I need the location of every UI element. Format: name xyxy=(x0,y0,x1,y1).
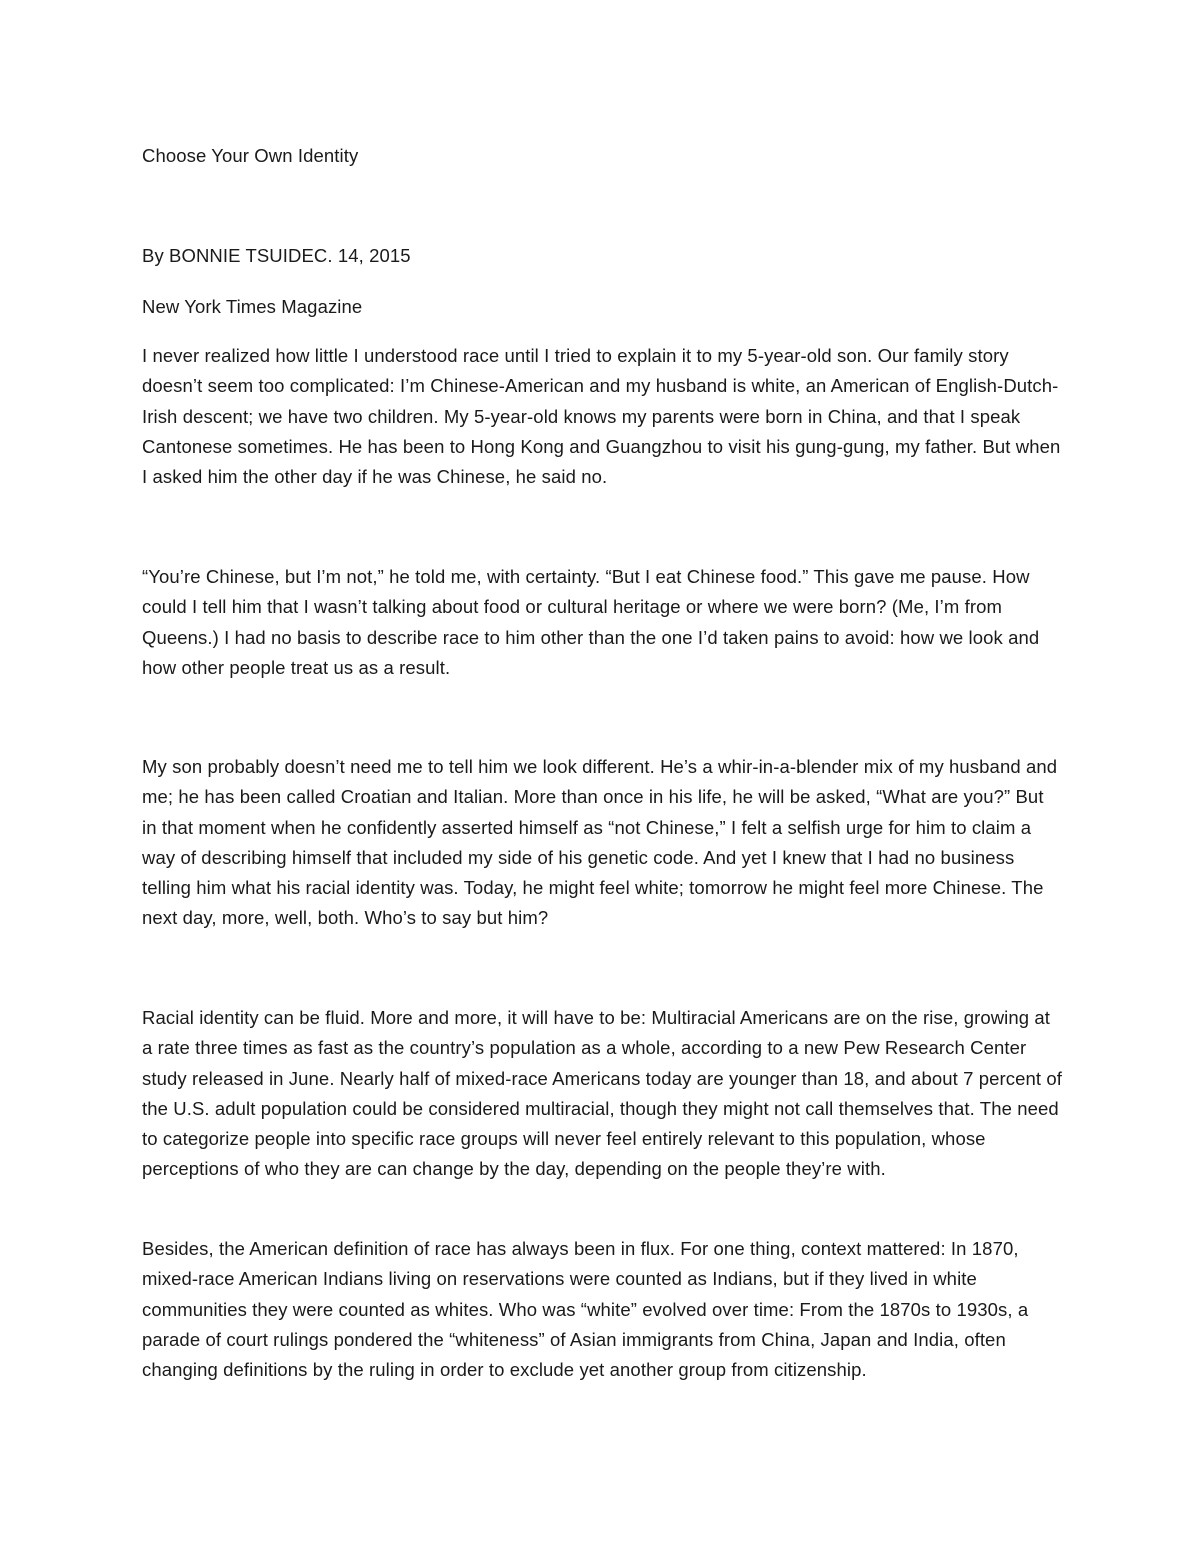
paragraph: “You’re Chinese, but I’m not,” he told me, with certainty. “But I eat Chinese food.” This gave me pause. How could I tell him that I wasn’t talking about food or cultural heritage or where we were born? (Me, I’m from Queens.) I had no basis to describe race to him other than the one I’d taken pains to avoid: how we look and how other people treat us as a result. xyxy=(142,566,1040,678)
paragraph: I never realized how little I understood race until I tried to explain it to my 5-year-old son. Our family story doesn’t seem too complicated: I’m Chinese-American and my husband is white, an American of English-Dutch-Irish descent; we have two children. My 5-year-old knows my parents were born in China, and that I speak Cantonese sometimes. He has been to Hong Kong and Guangzhou to visit his gung-gung, my father. But when I asked him the other day if he was Chinese, he said no. xyxy=(142,345,1061,488)
paragraph: Racial identity can be fluid. More and more, it will have to be: Multiracial Americans are on the rise, growing at a rate three times as fast as the country’s population as a whole, according to a new Pew Research Center study released in June. Nearly half of mixed-race Americans today are younger than 18, and about 7 percent of the U.S. adult population could be considered multiracial, though they might not call themselves that. The need to categorize people into specific race groups will never feel entirely relevant to this population, whose perceptions of who they are can change by the day, depending on the people they’re with. xyxy=(142,1007,1062,1180)
byline: By BONNIE TSUIDEC. 14, 2015 xyxy=(142,245,411,266)
publication-name: New York Times Magazine xyxy=(142,296,363,317)
document-title: Choose Your Own Identity xyxy=(142,145,359,166)
paragraph: My son probably doesn’t need me to tell him we look different. He’s a whir-in-a-blender mix of my husband and me; he has been called Croatian and Italian. More than once in his life, he will be asked, “What are you?” But in that moment when he confidently asserted himself as “not Chinese,” I felt a selfish urge for him to claim a way of describing himself that included my side of his genetic code. And yet I knew that I had no business telling him what his racial identity was. Today, he might feel white; tomorrow he might feel more Chinese. The next day, more, well, both. Who’s to say but him? xyxy=(142,756,1058,929)
paragraph: Besides, the American definition of race has always been in flux. For one thing, context mattered: In 1870, mixed-race American Indians living on reservations were counted as Indians, but if they lived in white communities they were counted as whites. Who was “white” evolved over time: From the 1870s to 1930s, a parade of court rulings pondered the “whiteness” of Asian immigrants from China, Japan and India, often changing definitions by the ruling in order to exclude yet another group from citizenship. xyxy=(142,1238,1029,1381)
